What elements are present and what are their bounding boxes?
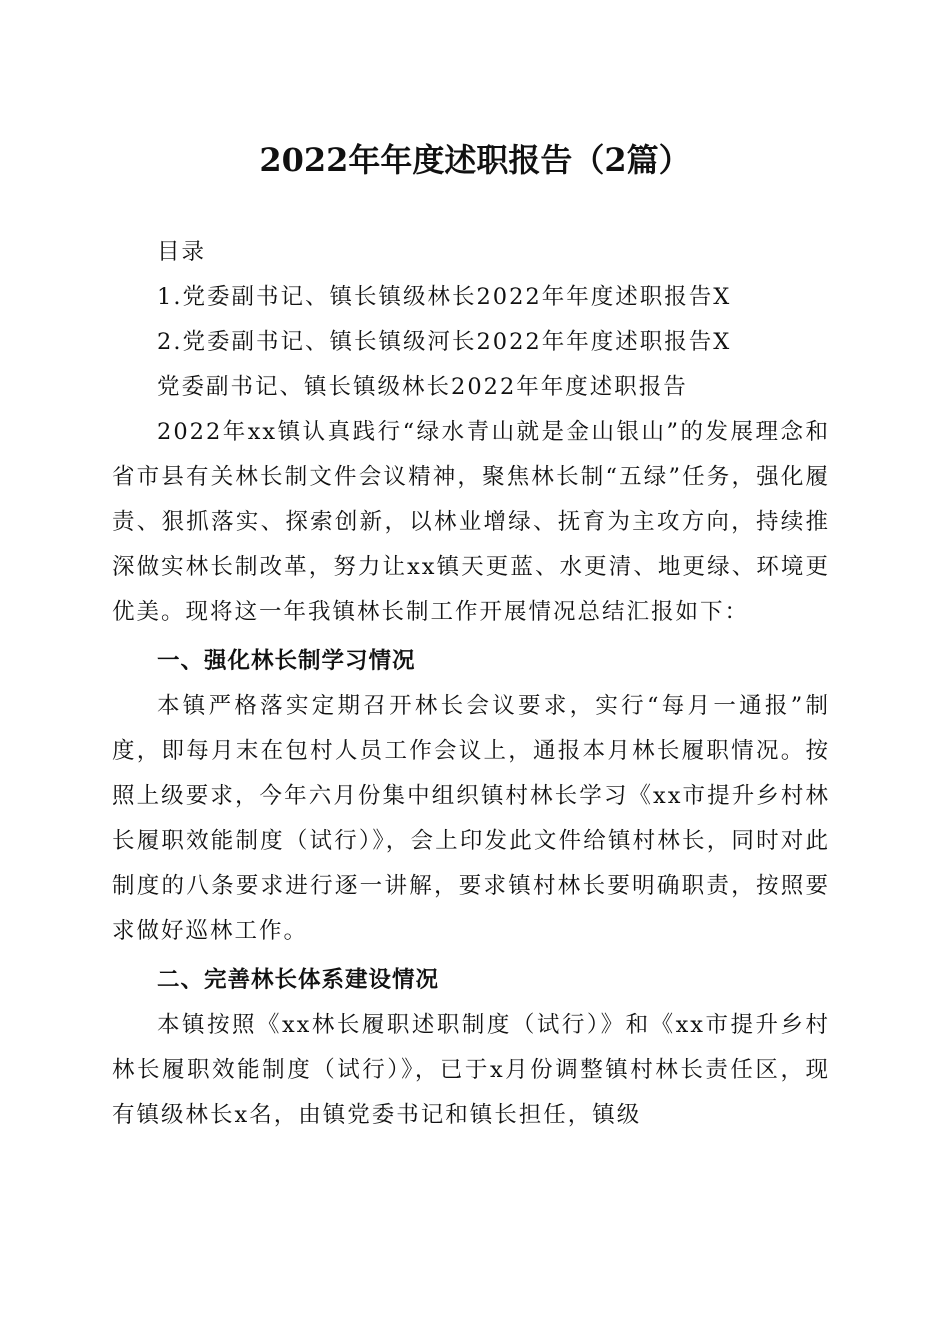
document-body: [112, 230, 830, 1138]
toc-heading: 目录: [157, 239, 207, 265]
toc-item-2: 2.党委副书记、镇长镇级河长2022年年度述职报告X: [157, 329, 732, 355]
intro-paragraph: 2022年xx镇认真践行“绿水青山就是金山银山”的发展理念和省市县有关林长制文件会议精神，聚焦林长制“五绿”任务，强化履责、狠抓落实、探索创新，以林业增绿、抚育为主攻方向，持续推深做实林长制改革，努力让xx镇天更蓝、水更清、地更绿、环境更优美。现将这一年我镇林长制工作开展情况总结汇报如下：: [112, 419, 830, 625]
section-text-1: 本镇严格落实定期召开林长会议要求，实行“每月一通报”制度，即每月末在包村人员工作会议上，通报本月林长履职情况。按照上级要求，今年六月份集中组织镇村林长学习《xx市提升乡村林长履职效能制度（试行）》，会上印发此文件给镇村林长，同时对此制度的八条要求进行逐一讲解，要求镇村林长要明确职责，按照要求做好巡林工作。: [112, 693, 830, 944]
section-text-2: 本镇按照《xx林长履职述职制度（试行）》和《xx市提升乡村林长履职效能制度（试行）》，已于x月份调整镇村林长责任区，现有镇级林长x名，由镇党委书记和镇长担任，镇级: [112, 1012, 830, 1128]
toc-item-1: 1.党委副书记、镇长镇级林长2022年年度述职报告X: [157, 284, 732, 310]
document-title: 2022年年度述职报告（2篇）: [259, 141, 691, 179]
section-heading-1: 一、强化林长制学习情况: [157, 648, 416, 674]
article-title: 党委副书记、镇长镇级林长2022年年度述职报告: [157, 374, 688, 400]
section-heading-2: 二、完善林长体系建设情况: [157, 967, 440, 993]
